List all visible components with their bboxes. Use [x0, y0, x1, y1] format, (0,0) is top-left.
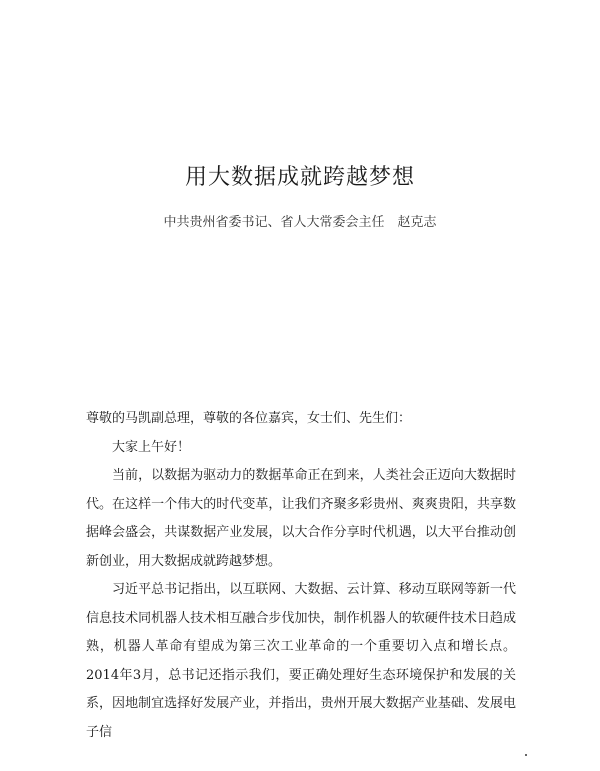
body-paragraph: 习近平总书记指出，以互联网、大数据、云计算、移动互联网等新一代信息技术同机器人技术相互融合步伐加快，制作机器人的软硬件技术日趋成熟，机器人革命有望成为第三次工业革命的一个重要切入点和增长点。2014年3月，总书记还指示我们，要正确处理好生态环境保护和发展的关系，因地制宜选择好发展产业，并指出，贵州开展大数据产业基础、发展电子信	[86, 582, 516, 740]
greeting-paragraph: 大家上午好！	[112, 439, 191, 455]
document-body	[86, 405, 516, 747]
document-byline: 中共贵州省委书记、省人大常委会主任 赵克志	[163, 215, 437, 230]
document-title: 用大数据成就跨越梦想	[184, 165, 415, 190]
salutation: 尊敬的马凯副总理，尊敬的各位嘉宾，女士们、先生们：	[86, 411, 412, 426]
body-paragraph: 当前，以数据为驱动力的数据革命正在到来，人类社会正迈向大数据时代。在这样一个伟大的时代变革，让我们齐聚多彩贵州、爽爽贵阳，共享数据峰会盛会，共谋数据产业发展，以大合作分享时代机遇，以大平台推动创新创业，用大数据成就跨越梦想。	[86, 468, 516, 569]
scan-speck	[525, 754, 527, 756]
